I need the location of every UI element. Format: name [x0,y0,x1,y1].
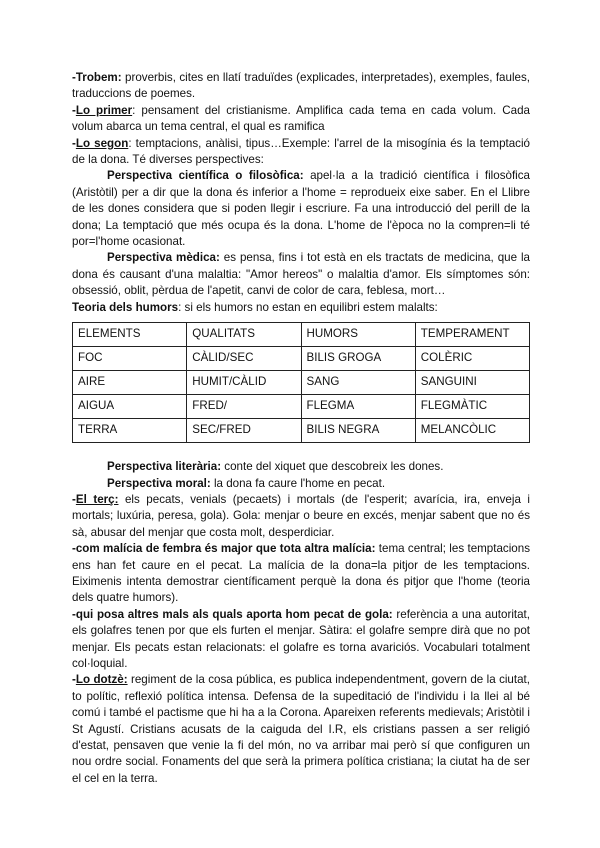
term-perspectiva-medica: Perspectiva mèdica: [107,251,220,265]
paragraph-text: la dona fa caure l'home en pecat. [210,476,386,490]
table-cell: COLÈRIC [415,347,529,371]
table-cell: MELANCÒLIC [415,419,529,443]
table-cell: FOC [73,347,187,371]
paragraph-pecat-gola [72,607,530,673]
table-row [73,371,530,395]
term-perspectiva-cientifica: Perspectiva científica o filosòfica: [107,169,304,183]
humors-table-body [73,323,530,443]
table-cell: FRED/ [187,395,301,419]
dash: - [72,492,76,506]
table-cell: CÀLID/SEC [187,347,301,371]
term-malicia-fembra: -com malícia de fembra és major que tota altra malícia: [72,542,376,556]
paragraph-text: regiment de la cosa pública, es publica independentment, govern de la ciutat, to polític, reflexió política intensa. Defensa de la supeditació de l'individu i la llei al bé comú i també el pactisme que hi ha a la Corona. Apareixen referents medievals; Aristòtil i St Agustí. Cristians acusats de la caiguda del I.R, els cristians passen a ser religió d'estat, pensaven que venie la fi del món, no va arribar mai però sí que configuren un nou ordre social. Fonaments del que serà la primera política cristiana; la ciutat ha de ser el cel en la terra. [72,673,530,785]
paragraph-lo-primer [72,103,530,136]
paragraph-perspectiva-cientifica [72,168,530,250]
table-cell: TERRA [73,419,187,443]
table-cell: SANG [301,371,415,395]
paragraph-text: referència a una autoritat, els golafres tenen por que els furten el menjar. Sàtira: el golafre sempre dirà que no pot menjar. Els pecats estan relacionats: el golafre es torna avariciós. Vocabulari totalment col·loquial. [72,607,531,670]
table-cell: AIGUA [73,395,187,419]
paragraph-perspectiva-moral [72,476,530,492]
term-lo-segon: Lo segon [75,136,129,150]
dash: - [72,136,76,150]
paragraph-perspectiva-literaria [72,459,530,475]
paragraph-lo-dotze [72,672,530,787]
dash: - [72,103,76,117]
table-cell: BILIS NEGRA [301,419,415,443]
table-header-cell: QUALITATS [187,323,301,347]
paragraph-text: : temptacions, anàlisi, tipus…Exemple: l'arrel de la misogínia és la temptació de la dona. Té diverses perspectives: [72,136,531,167]
paragraph-text: : si els humors no estan en equilibri estem malalts: [178,300,438,314]
table-row [73,419,530,443]
table-cell: BILIS GROGA [301,347,415,371]
paragraph-text: els pecats, venials (pecaets) i mortals (de l'esperit; avarícia, ira, enveja i mortals; luxúria, peresa, gola). Gola: menjar o beure en excés, menjar sabent que no és sà, abusar del menjar que costa molt, desperdiciar. [72,492,530,539]
paragraph-text: proverbis, cites en llatí traduïdes (explicades, interpretades), exemples, faules, traduccions de poemes. [72,71,530,101]
term-perspectiva-literaria: Perspectiva literària: [107,460,222,474]
table-header-cell: ELEMENTS [73,323,187,347]
paragraph-trobem [72,70,530,103]
table-row [73,347,530,371]
table-row [73,395,530,419]
term-lo-dotze: Lo dotzè: [75,673,128,687]
paragraph-text: : pensament del cristianisme. Amplifica cada tema en cada volum. Cada volum abarca un tema central, el qual es ramifica [72,103,530,134]
table-header-row [73,323,530,347]
paragraph-teoria-humors [72,300,530,316]
term-lo-primer: Lo primer [75,103,133,117]
table-header-cell: HUMORS [301,323,415,347]
humors-table [72,322,530,443]
table-cell: AIRE [73,371,187,395]
paragraph-text: apel·la a la tradició científica i filosòfica (Aristòtil) per a dir que la dona és inferior a l'home = reprodueix eixe saber. En el Llibre de les dones considera que si poden llegir i escriure. Fa una introducció del perill de la dona; La temptació que més ocupa és la dona. L'home de l'època no la compren=li té por=l'home ocasionat. [72,169,530,249]
dash: - [72,673,76,687]
table-header-cell: TEMPERAMENT [415,323,529,347]
paragraph-el-terc [72,492,530,541]
term-trobem: -Trobem: [72,71,122,84]
paragraph-text: es pensa, fins i tot està en els tractats de medicina, que la dona és causant d'una malaltia: "Amor hereos" o malaltia d'amor. Els símptomes són: obsessió, oblit, pèrdua de l'apetit, canvi de color de cara, feblesa, mort… [72,251,530,298]
paragraph-malicia-fembra [72,541,530,607]
term-perspectiva-moral: Perspectiva moral: [107,476,211,490]
term-pecat-gola: -qui posa altres mals als quals aporta hom pecat de gola: [72,607,393,621]
paragraph-perspectiva-medica [72,250,530,299]
table-cell: FLEGMA [301,395,415,419]
paragraph-lo-segon [72,136,530,169]
table-cell: FLEGMÀTIC [415,395,529,419]
document-page [72,70,530,787]
term-el-terc: El terç: [75,492,119,506]
table-cell: SANGUINI [415,371,529,395]
paragraph-text: conte del xiquet que descobreix les dones. [221,460,444,474]
table-cell: HUMIT/CÀLID [187,371,301,395]
term-teoria-humors: Teoria dels humors [72,300,179,314]
paragraph-text: tema central; les temptacions ens han fet caure en el pecat. La malícia de la dona=la pitjor de les temptacions. Eiximenis intenta demostrar científicament perquè la dona és pitjor que l'home (teoria dels quatre humors). [72,542,530,605]
table-cell: SEC/FRED [187,419,301,443]
